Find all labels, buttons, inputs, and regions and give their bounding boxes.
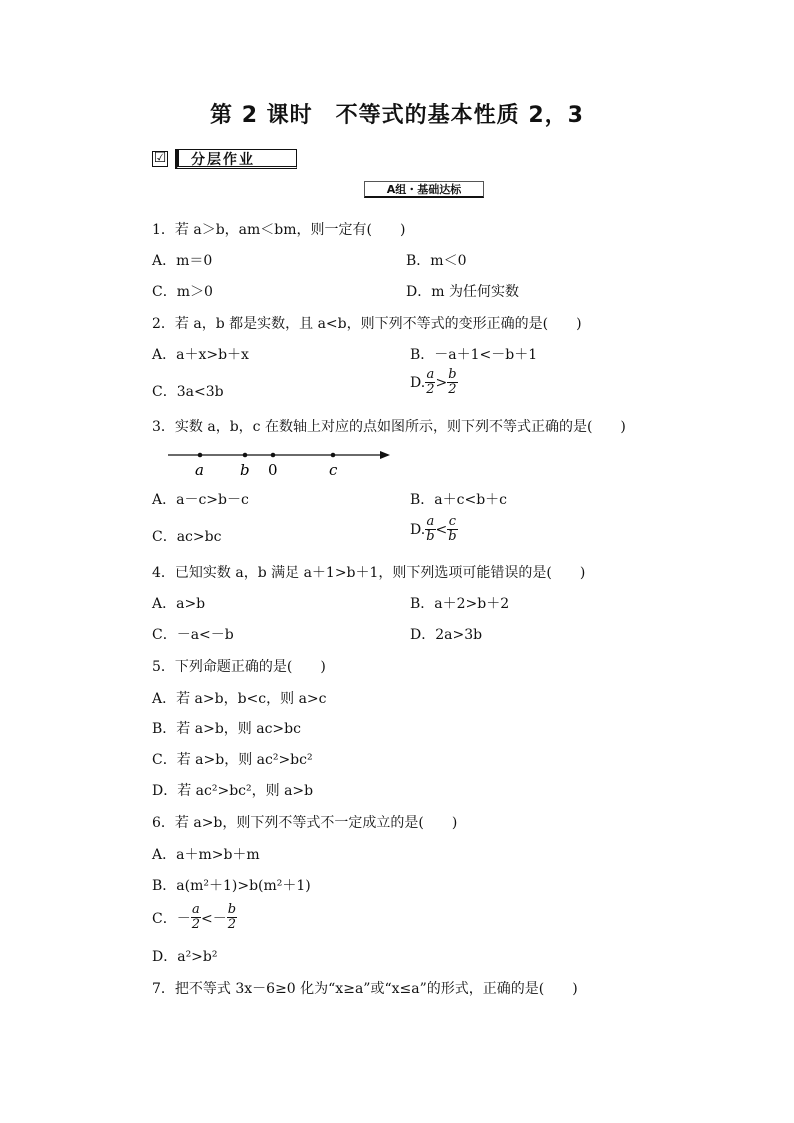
page-title: 第 2 课时 不等式的基本性质 2，3 [210, 103, 584, 128]
group-label: A组・基础达标 [364, 181, 484, 198]
fraction: $\frac{c}{b}$ [448, 514, 457, 544]
question-3-option-b: B．a＋c<b＋c [410, 492, 508, 508]
question-1-stem: 1．若 a＞b，am＜bm，则一定有( ) [152, 222, 406, 238]
fraction: $\frac{a}{2}$ [191, 902, 200, 932]
axis-label: c [329, 461, 338, 479]
question-5-option-a: A．若 a>b，b<c，则 a>c [152, 691, 327, 707]
axis-label: 0 [268, 461, 278, 479]
question-2-stem: 2．若 a，b 都是实数，且 a<b，则下列不等式的变形正确的是( ) [152, 316, 582, 332]
question-6-option-d: D．a²>b² [152, 949, 218, 965]
operator: <－ [201, 910, 227, 927]
question-3-option-a: A．a－c>b－c [152, 492, 249, 508]
question-3-option-d [410, 515, 458, 544]
question-1-option-a: A．m＝0 [152, 253, 213, 269]
axis-label: a [195, 461, 204, 479]
question-2-option-a: A．a＋x>b＋x [152, 347, 249, 363]
option-c-prefix: C．－ [152, 910, 191, 927]
question-4-option-d: D．2a>3b [410, 627, 483, 643]
fraction: $\frac{a}{b}$ [426, 514, 435, 544]
option-d-prefix: D. [410, 521, 426, 538]
point-a [198, 453, 203, 458]
question-4-option-c: C．－a<－b [152, 627, 234, 643]
question-4-stem: 4．已知实数 a，b 满足 a＋1>b＋1，则下列选项可能错误的是( ) [152, 565, 586, 581]
question-1-option-c: C．m＞0 [152, 284, 213, 300]
operator: > [435, 374, 448, 391]
question-1-option-d: D．m 为任何实数 [406, 284, 519, 300]
question-6-option-a: A．a＋m>b＋m [152, 847, 260, 863]
question-4-option-a: A．a>b [152, 596, 206, 612]
question-1-option-b: B．m＜0 [406, 253, 467, 269]
arrow-icon [380, 451, 390, 459]
fraction: $\frac{b}{2}$ [227, 902, 237, 932]
question-6-stem: 6．若 a>b，则下列不等式不一定成立的是( ) [152, 815, 458, 831]
point-c [331, 453, 336, 458]
fraction: $\frac{b}{2}$ [448, 367, 457, 397]
question-3-option-c: C．ac>bc [152, 529, 222, 545]
check-icon: ☑ [153, 150, 167, 166]
question-2-option-c: C．3a<3b [152, 384, 224, 400]
point-b [243, 453, 248, 458]
question-7-stem: 7．把不等式 3x－6≥0 化为“x≥a”或“x≤a”的形式，正确的是( ) [152, 981, 578, 997]
question-6-option-b: B．a(m²＋1)>b(m²＋1) [152, 878, 311, 894]
question-3-stem: 3．实数 a，b，c 在数轴上对应的点如图所示，则下列不等式正确的是( ) [152, 419, 626, 435]
section-badge: 分层作业 [175, 149, 297, 169]
question-5-option-c: C．若 a>b，则 ac²>bc² [152, 752, 313, 768]
operator: < [435, 521, 448, 538]
question-4-option-b: B．a＋2>b＋2 [410, 596, 510, 612]
question-5-stem: 5．下列命题正确的是( ) [152, 659, 326, 675]
point-zero [271, 453, 276, 458]
question-5-option-d: D．若 ac²>bc²，则 a>b [152, 783, 314, 799]
question-5-option-b: B．若 a>b，则 ac>bc [152, 721, 301, 737]
question-6-option-c [152, 903, 237, 932]
axis-label: b [240, 461, 250, 479]
fraction: $\frac{a}{2}$ [426, 367, 435, 397]
option-d-prefix: D. [410, 374, 426, 391]
question-2-option-d [410, 368, 458, 397]
question-2-option-b: B．－a＋1<－b＋1 [410, 347, 538, 363]
number-line-figure [166, 444, 394, 480]
